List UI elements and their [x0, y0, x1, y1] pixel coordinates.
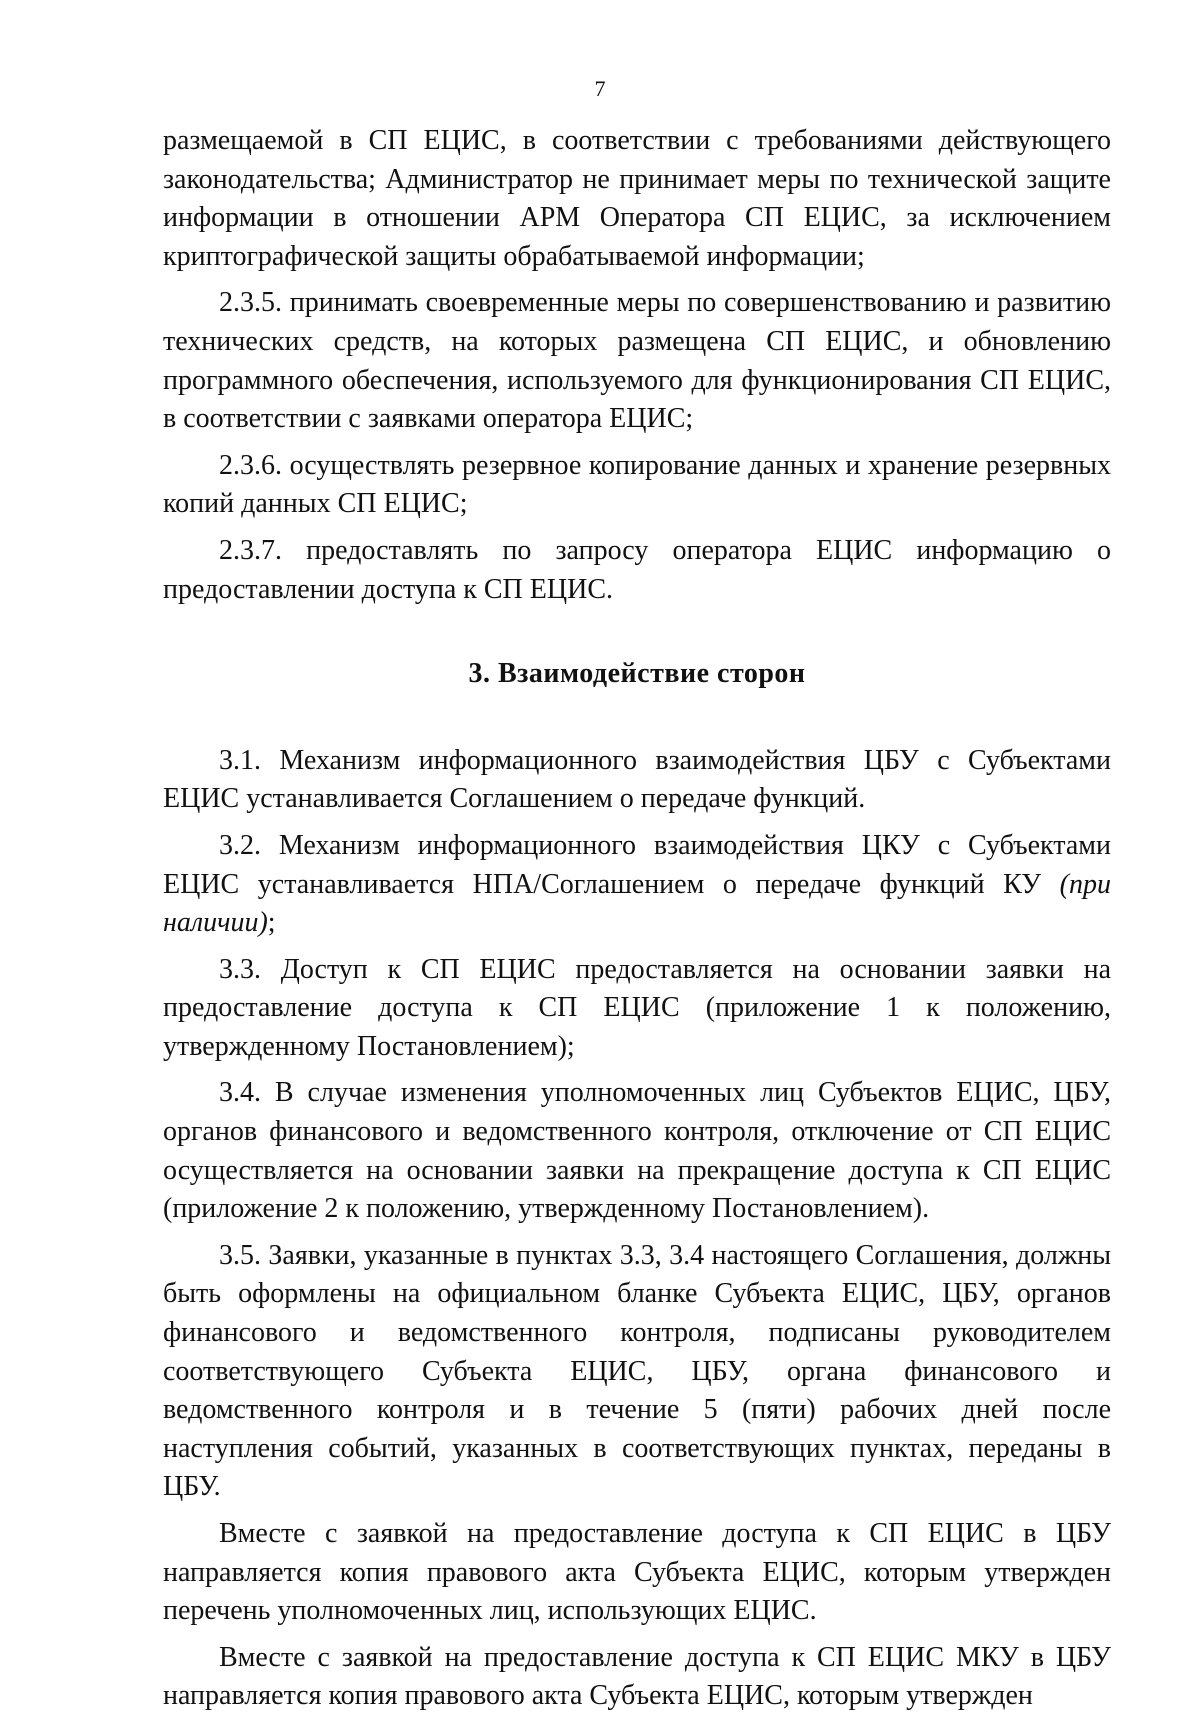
item-3-4: 3.4. В случае изменения уполномоченных лиц Субъектов ЕЦИС, ЦБУ, органов финансового и ведомственного контроля, отключение от СП ЕЦИС осуществляется на основании заявки на прекращение доступа к СП ЕЦИС (приложение 2 к положению, утвержденному Постановлением). [163, 1077, 1111, 1225]
item-3-3: 3.3. Доступ к СП ЕЦИС предоставляется на основании заявки на предоставление доступа к СП ЕЦИС (приложение 1 к положению, утвержденному Постановлением); [163, 953, 1111, 1062]
item-number: 2.3.6. [219, 449, 282, 481]
item-number: 2.3.7. [219, 534, 282, 566]
item-3-2-tail: ; [267, 907, 276, 939]
item-2-3-6 [163, 447, 1111, 524]
item-text: предоставлять по запросу оператора ЕЦИС информацию о предоставлении доступа к СП ЕЦИС. [163, 534, 1111, 605]
paragraph-2-3-4-continuation: размещаемой в СП ЕЦИС, в соответствии с требованиями действующего законодательства; Администратор не принимает меры по технической защите информации в отношении АРМ Оператора СП ЕЦИС, за исключением криптографической защиты обрабатываемой информации; [163, 125, 1111, 272]
item-text: принимать своевременные меры по совершенствованию и развитию технических средств, на которых размещена СП ЕЦИС, и обновлению программного обеспечения, используемого для функционирования СП ЕЦИС, в соответствии с заявками оператора ЕЦИС; [163, 287, 1111, 435]
paragraph-copy-legal-act: Вместе с заявкой на предоставление доступа к СП ЕЦИС в ЦБУ направляется копия правового акта Субъекта ЕЦИС, которым утвержден перечень уполномоченных лиц, использующих ЕЦИС. [163, 1518, 1111, 1627]
item-3-5: 3.5. Заявки, указанные в пунктах 3.3, 3.4 настоящего Соглашения, должны быть оформлены на официальном бланке Субъекта ЕЦИС, ЦБУ, органов финансового и ведомственного контроля, подписаны руководителем соответствующего Субъекта ЕЦИС, ЦБУ, органа финансового и ведомственного контроля и в течение 5 (пяти) рабочих дней после наступления событий, указанных в соответствующих пунктах, переданы в ЦБУ. [163, 1239, 1111, 1503]
item-3-1: 3.1. Механизм информационного взаимодействия ЦБУ с Субъектами ЕЦИС устанавливается Соглашением о передаче функций. [163, 744, 1111, 815]
item-3-2-italic-note: (при наличии) [163, 868, 1111, 939]
paragraph-copy-legal-act-mku: Вместе с заявкой на предоставление доступа к СП ЕЦИС МКУ в ЦБУ направляется копия правового акта Субъекта ЕЦИС, которым утвержден [163, 1641, 1111, 1712]
item-text: осуществлять резервное копирование данных и хранение резервных копий данных СП ЕЦИС; [163, 449, 1112, 520]
document-body [163, 122, 1111, 1724]
section-3-title: 3. Взаимодействие сторон [468, 658, 806, 690]
item-3-2 [163, 827, 1111, 943]
item-2-3-7 [163, 532, 1111, 609]
item-number: 2.3.5. [219, 287, 282, 319]
item-2-3-5 [163, 284, 1111, 438]
page-number: 7 [594, 76, 606, 101]
item-3-2-text: 3.2. Механизм информационного взаимодействия ЦКУ с Субъектами ЕЦИС устанавливается НПА/Соглашением о передаче функций КУ [163, 829, 1111, 900]
